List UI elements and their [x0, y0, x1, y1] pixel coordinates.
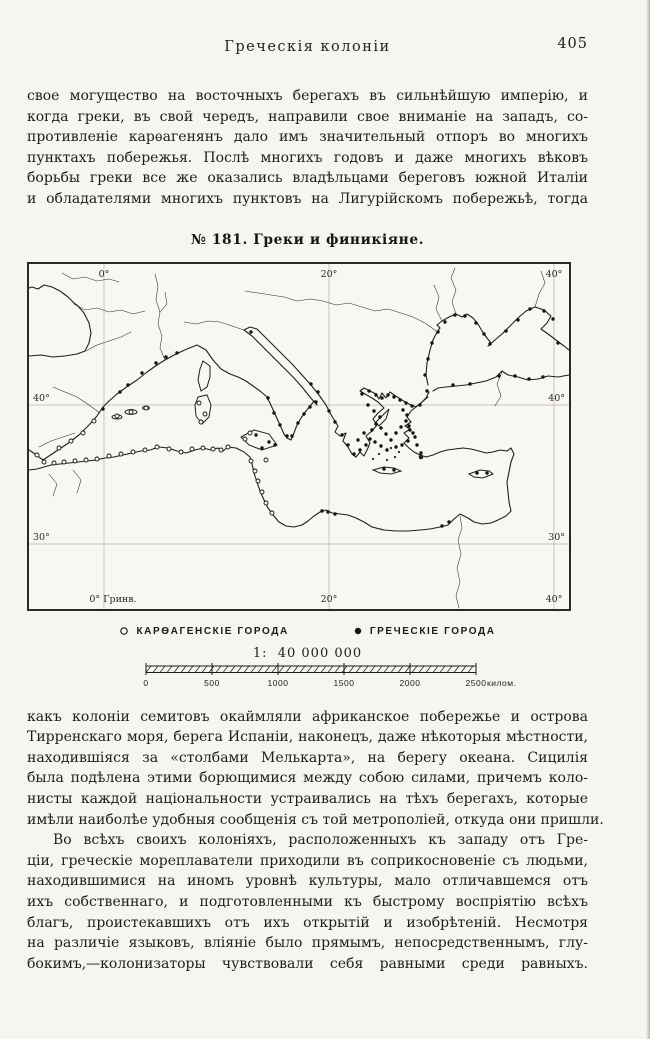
greek-city-dot	[482, 332, 485, 335]
carthaginian-city-dot	[84, 458, 88, 462]
greek-city-dot	[333, 512, 336, 515]
greek-city-dot	[513, 374, 516, 377]
text-line: ціи, греческіе мореплаватели приходили въ соприкосновеніе съ людьми,	[27, 852, 588, 869]
carthaginian-city-dot	[155, 445, 159, 449]
carthaginian-city-dot	[190, 447, 194, 451]
scalebar-tick-label: 1000	[267, 677, 288, 688]
greek-city-dot	[260, 446, 263, 449]
greek-city-dot	[404, 419, 407, 422]
carthaginian-city-dot	[42, 460, 46, 464]
greek-city-dot	[372, 409, 375, 412]
greek-city-dot	[356, 438, 359, 441]
greek-city-dot	[254, 433, 257, 436]
greek-city-dot	[384, 432, 387, 435]
greek-city-dot	[364, 443, 367, 446]
map-scale-ratio: 1: 40 000 000	[252, 645, 363, 661]
scalebar-tick-label: 500	[203, 677, 220, 688]
greek-city-dot	[370, 428, 373, 431]
greek-city-dot	[374, 393, 377, 396]
carthaginian-city-dot	[119, 452, 123, 456]
carthaginian-cities-layer	[35, 401, 274, 515]
greek-city-dot	[443, 320, 446, 323]
carthaginian-city-dot	[264, 501, 268, 505]
carthaginian-city-dot	[73, 459, 77, 463]
greek-city-dot	[316, 390, 319, 393]
greek-city-dot	[451, 383, 454, 386]
greek-city-dot	[374, 422, 377, 425]
greek-city-dot	[296, 421, 299, 424]
paragraph-bottom-a	[27, 707, 604, 831]
south-coastline	[29, 371, 569, 531]
greek-city-dot	[398, 398, 401, 401]
text-line: какъ колоніи семитовъ окаймляли африканское побережье и острова	[27, 708, 588, 725]
greek-city-dot	[541, 375, 544, 378]
text-line: имѣли наиболѣе удобныя сообщенія съ той метрополіей, откуда они пришли.	[27, 811, 604, 828]
greek-city-dot	[302, 412, 305, 415]
carthaginian-city-dot	[35, 453, 39, 457]
text-line: борьбы греки все же оказались владѣльцами береговъ южной Италіи	[27, 170, 588, 187]
euboea	[376, 409, 389, 426]
greek-city-dot	[447, 520, 450, 523]
map-coordinate-label: 30°	[548, 531, 565, 543]
paragraph-top	[27, 86, 588, 210]
graticule-lines	[29, 264, 569, 609]
greek-city-dot	[415, 443, 418, 446]
cyprus	[469, 470, 493, 478]
greek-city-dot	[528, 307, 531, 310]
legend-greek-label: ГРЕЧЕСКІЕ ГОРОДА	[369, 625, 496, 637]
text-line: благъ, проистекавшихъ отъ ихъ открытій и изобрѣтеній. Несмотря	[27, 914, 588, 931]
greek-city-dot	[400, 443, 403, 446]
carthaginian-city-dot	[129, 410, 133, 414]
greek-city-dot	[378, 415, 381, 418]
legend-carthaginian-label: КАРѲАГЕНСКІЕ ГОРОДА	[136, 625, 289, 637]
greek-city-dot	[175, 351, 178, 354]
coastlines	[29, 285, 569, 531]
greek-city-dot	[411, 431, 414, 434]
greek-city-dot	[346, 443, 349, 446]
greek-city-dot	[392, 395, 395, 398]
greek-city-dot	[504, 329, 507, 332]
greek-city-dot	[360, 392, 363, 395]
atlantic-coastline	[29, 285, 91, 357]
carthaginian-city-dot	[52, 461, 56, 465]
text-line: находившіяся за «столбами Мелькарта», на берегу океана. Сицилія	[27, 749, 588, 766]
greek-city-dot	[272, 411, 275, 414]
text-line: и обладателями многихъ пунктовъ на Лигурійскомъ побережьѣ, тогда	[27, 190, 588, 207]
scalebar-unit-label: килом.	[486, 677, 516, 688]
greek-city-dot	[419, 451, 422, 454]
carthaginian-city-dot	[197, 401, 201, 405]
greek-city-dot	[394, 431, 397, 434]
greek-city-dot	[249, 330, 252, 333]
greek-city-dot	[406, 439, 409, 442]
black-sea-coastline	[426, 307, 569, 385]
aegean-islet	[398, 450, 400, 452]
carthaginian-city-dot	[131, 450, 135, 454]
text-line: противленіе карѳагенянъ дало имъ значительный отпоръ во многихъ	[27, 129, 588, 146]
text-line: находившимися на иномъ уровнѣ культуры, мало отличавшемся отъ	[27, 873, 588, 890]
carthaginian-city-dot	[92, 419, 96, 423]
greek-city-dot	[426, 357, 429, 360]
scalebar-tick-label: 2000	[399, 677, 420, 688]
carthaginian-city-dot	[243, 437, 247, 441]
greek-city-dot	[309, 382, 312, 385]
carthaginian-city-dot	[69, 439, 73, 443]
scalebar-graphic	[136, 663, 536, 693]
greek-city-dot	[285, 434, 288, 437]
carthaginian-city-dot	[256, 479, 260, 483]
text-line: была подѣлена этими борющимися между собою силами, причемъ коло-	[27, 770, 588, 787]
map-coordinate-label: 40°	[545, 593, 563, 605]
map-coordinate-label: 40°	[548, 392, 565, 404]
scalebar-tick-label: 0	[142, 677, 149, 688]
figure-caption: № 181. Греки и финикіяне.	[190, 231, 425, 248]
text-line: Во всѣхъ своихъ колоніяхъ, расположенныхъ къ западу отъ Гре-	[53, 832, 588, 849]
greek-city-dot	[327, 409, 330, 412]
carthaginian-city-dot	[211, 447, 215, 451]
greek-city-dot	[423, 373, 426, 376]
text-line: когда греки, въ свой чередъ, направили свое вниманіе на западъ, со-	[27, 108, 588, 125]
carthaginian-city-dot	[226, 445, 230, 449]
aegean-islet	[390, 446, 392, 448]
map-coordinate-label: 20°	[320, 268, 338, 280]
carthaginian-city-dot	[57, 446, 61, 450]
aegean-islet	[386, 458, 388, 460]
greek-city-dot	[401, 408, 404, 411]
text-line: Тирренскаго моря, берега Испаніи, наконецъ, даже нѣкоторыя мѣстности,	[27, 729, 588, 746]
greek-city-dot	[410, 404, 413, 407]
greek-city-dot	[463, 314, 466, 317]
greek-city-dot	[556, 341, 559, 344]
greek-city-dot	[394, 445, 397, 448]
scalebar-hatch	[146, 666, 473, 673]
running-head	[27, 36, 588, 56]
greek-city-dot	[385, 448, 388, 451]
greek-city-dot	[440, 524, 443, 527]
map-coordinate-labels	[33, 269, 565, 605]
greek-city-dot	[118, 390, 121, 393]
filled-circle-icon	[353, 626, 363, 636]
map-frame	[27, 262, 571, 611]
greek-city-dot	[333, 420, 336, 423]
carthaginian-city-dot	[203, 412, 207, 416]
carthaginian-city-dot	[95, 457, 99, 461]
greek-city-dot	[314, 400, 317, 403]
map-coordinate-label: 20°	[320, 593, 338, 605]
greek-city-dot	[278, 423, 281, 426]
sardinia	[195, 395, 211, 424]
map-figure	[27, 262, 588, 697]
carthaginian-city-dot	[253, 469, 257, 473]
greek-city-dot	[320, 509, 323, 512]
carthaginian-city-dot	[219, 448, 223, 452]
greek-city-dot	[367, 389, 370, 392]
greek-city-dot	[468, 382, 471, 385]
carthaginian-city-dot	[107, 454, 111, 458]
carthaginian-city-dot	[249, 459, 253, 463]
aegean-islet	[378, 452, 380, 454]
greek-city-dot	[326, 510, 329, 513]
greek-city-dot	[366, 403, 369, 406]
greek-city-dot	[267, 440, 270, 443]
greek-city-dot	[405, 413, 408, 416]
greek-city-dot	[430, 341, 433, 344]
greek-city-dot	[379, 426, 382, 429]
greek-city-dot	[527, 377, 530, 380]
crete	[373, 467, 401, 474]
map-scalebar	[27, 663, 588, 697]
greek-city-dot	[551, 317, 554, 320]
scan-edge-shadow	[646, 0, 650, 1039]
greek-city-dot	[368, 437, 371, 440]
open-circle-icon	[119, 626, 129, 636]
greek-city-dot	[408, 428, 411, 431]
greek-city-dot	[436, 330, 439, 333]
aegean-islet	[394, 455, 396, 457]
carthaginian-city-dot	[270, 511, 274, 515]
greek-city-dot	[380, 396, 383, 399]
greek-city-dot	[516, 318, 519, 321]
mediterranean-map	[29, 264, 569, 609]
greek-city-dot	[474, 321, 477, 324]
greek-city-dot	[101, 407, 104, 410]
greek-city-dot	[418, 403, 421, 406]
greek-city-dot	[485, 471, 488, 474]
greek-cities-layer	[101, 307, 559, 527]
text-line: на различіе языковъ, вліяніе было прямымъ, непосредственнымъ, глу-	[27, 935, 588, 952]
greek-city-dot	[266, 396, 269, 399]
greek-city-dot	[358, 448, 361, 451]
carthaginian-city-dot	[144, 406, 148, 410]
map-coordinate-label: 30°	[33, 531, 50, 543]
text-line: бокимъ,—колонизаторы чувствовали себя равными среди равныхъ.	[27, 955, 588, 972]
legend-carthaginian	[119, 626, 288, 637]
greek-city-dot	[488, 342, 491, 345]
scalebar-tick-label: 1500	[333, 677, 354, 688]
carthaginian-city-dot	[179, 450, 183, 454]
rhodes	[419, 454, 424, 459]
greek-city-dot	[362, 431, 365, 434]
greek-city-dot	[475, 471, 478, 474]
text-line: свое могущество на восточныхъ берегахъ въ сильнѣйшую имперію, и	[27, 88, 588, 104]
running-title: Греческія колоніи	[224, 39, 391, 55]
greek-city-dot	[386, 393, 389, 396]
greek-city-dot	[399, 425, 402, 428]
greek-city-dot	[542, 309, 545, 312]
greek-city-dot	[273, 443, 276, 446]
greek-city-dot	[290, 434, 293, 437]
map-legend	[27, 626, 588, 637]
greek-city-dot	[352, 452, 355, 455]
greek-city-dot	[308, 405, 311, 408]
greek-city-dot	[373, 440, 376, 443]
paragraph-bottom-b	[27, 830, 588, 974]
text-line: нисты каждой національности устраивались на тѣхъ берегахъ, которые	[27, 790, 588, 807]
greek-city-dot	[154, 361, 157, 364]
greek-city-dot	[425, 389, 428, 392]
text-line: пунктахъ побережья. Послѣ многихъ годовъ и даже многихъ вѣковъ	[27, 149, 588, 166]
carthaginian-city-dot	[199, 420, 203, 424]
greek-city-dot	[413, 435, 416, 438]
carthaginian-city-dot	[201, 446, 205, 450]
corsica	[198, 361, 210, 391]
greek-city-dot	[140, 371, 143, 374]
carthaginian-city-dot	[167, 447, 171, 451]
carthaginian-city-dot	[62, 460, 66, 464]
map-coordinate-label: 0° Гринв.	[89, 593, 137, 605]
islands	[112, 361, 493, 478]
map-coordinate-label: 0°	[98, 268, 110, 280]
legend-greek	[353, 626, 496, 637]
greek-city-dot	[164, 355, 167, 358]
scalebar-tick-label: 2500	[465, 677, 486, 688]
greek-city-dot	[389, 438, 392, 441]
greek-city-dot	[126, 383, 129, 386]
carthaginian-city-dot	[264, 458, 268, 462]
carthaginian-city-dot	[81, 431, 85, 435]
aegean-islet	[372, 457, 374, 459]
greek-city-dot	[404, 401, 407, 404]
page-number: 405	[557, 36, 588, 52]
carthaginian-city-dot	[260, 490, 264, 494]
greek-city-dot	[453, 313, 456, 316]
map-coordinate-label: 40°	[33, 392, 50, 404]
map-coordinate-label: 40°	[545, 268, 563, 280]
greek-city-dot	[497, 374, 500, 377]
carthaginian-city-dot	[143, 448, 147, 452]
greek-city-dot	[382, 467, 385, 470]
carthaginian-city-dot	[248, 431, 252, 435]
greek-city-dot	[379, 444, 382, 447]
carthaginian-city-dot	[115, 414, 119, 418]
greek-city-dot	[407, 424, 410, 427]
greek-city-dot	[340, 433, 343, 436]
text-line: ихъ собственнаго, и подготовленными къ быстрому воспріятію всѣхъ	[27, 893, 588, 910]
greek-city-dot	[392, 468, 395, 471]
